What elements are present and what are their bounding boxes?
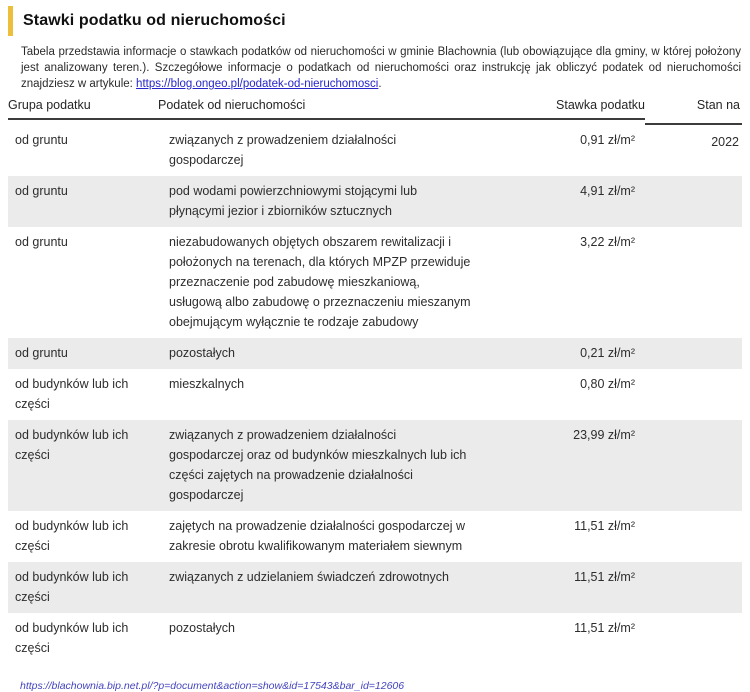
tax-subject-cell: pozostałych bbox=[169, 346, 236, 360]
table-header-row bbox=[8, 98, 742, 125]
tax-year-cell bbox=[635, 232, 742, 252]
tax-subject-cell: związanych z udzielaniem świadczeń zdrowotnych bbox=[169, 570, 449, 584]
header-year: Stan na bbox=[645, 98, 742, 125]
tax-year-cell bbox=[635, 516, 742, 536]
tax-rate-cell: 11,51 zł/m² bbox=[574, 621, 635, 635]
tax-year-cell bbox=[635, 374, 742, 394]
tax-group-cell: od budynków lub ich części bbox=[15, 428, 129, 462]
tax-subject-cell: pozostałych bbox=[169, 621, 236, 635]
tax-rate-cell: 0,91 zł/m² bbox=[580, 133, 635, 147]
tax-rate-cell: 3,22 zł/m² bbox=[580, 235, 635, 249]
intro-text-before: Tabela przedstawia informacje o stawkach podatków od nieruchomości w gminie Blachownia (lub obowiązujące dla gminy, w której położony jest analizowany teren.). Szczegółowe informacje o podatkach od nieruchomości oraz instrukcję jak obliczyć podatek od nieruchomości znajdziesz w artykule: bbox=[21, 46, 741, 90]
tax-subject-cell: związanych z prowadzeniem działalności gospodarczej bbox=[169, 133, 397, 167]
header-tax-group: Grupa podatku bbox=[8, 98, 91, 112]
tax-rate-cell: 0,80 zł/m² bbox=[580, 377, 635, 391]
tax-rate-cell: 11,51 zł/m² bbox=[574, 519, 635, 533]
table-row bbox=[8, 511, 742, 562]
intro-text-after: . bbox=[378, 78, 382, 90]
tax-group-cell: od budynków lub ich części bbox=[15, 621, 129, 655]
source-footer bbox=[20, 680, 742, 692]
table-row bbox=[8, 176, 742, 227]
tax-rate-cell: 23,99 zł/m² bbox=[573, 428, 635, 442]
tax-group-cell: od gruntu bbox=[15, 184, 68, 198]
tax-year-cell bbox=[635, 618, 742, 638]
source-link[interactable]: https://blachownia.bip.net.pl/?p=document&action=show&id=17543&bar_id=12606 bbox=[20, 680, 405, 692]
tax-subject-cell: mieszkalnych bbox=[169, 377, 245, 391]
tax-group-cell: od gruntu bbox=[15, 235, 68, 249]
intro-paragraph bbox=[21, 44, 741, 92]
tax-rate-cell: 11,51 zł/m² bbox=[574, 570, 635, 584]
section-header bbox=[8, 5, 742, 37]
table-row bbox=[8, 613, 742, 664]
table-row bbox=[8, 227, 742, 338]
table-row bbox=[8, 420, 742, 511]
tax-year-cell: 2022 bbox=[711, 135, 739, 149]
table-row bbox=[8, 338, 742, 369]
table-row bbox=[8, 369, 742, 420]
tax-year-cell bbox=[635, 343, 742, 363]
table-body bbox=[8, 125, 742, 664]
table-row bbox=[8, 562, 742, 613]
table-header-left bbox=[8, 98, 645, 120]
tax-subject-cell: związanych z prowadzeniem działalności gospodarczej oraz od budynków mieszkalnych lub ich części zajętych na prowadzenie działalności gospodarczej bbox=[169, 428, 467, 502]
table-row bbox=[8, 125, 742, 176]
tax-year-cell bbox=[635, 567, 742, 587]
tax-subject-cell: niezabudowanych objętych obszarem rewitalizacji i położonych na terenach, dla których MPZP przewiduje przeznaczenie pod zabudowę mieszkaniową, usługową albo zabudowę o przeznaczeniu mieszanym obejmującym wyłącznie te rodzaje zabudowy bbox=[169, 235, 471, 329]
tax-group-cell: od budynków lub ich części bbox=[15, 377, 129, 411]
tax-group-cell: od gruntu bbox=[15, 133, 68, 147]
tax-group-cell: od gruntu bbox=[15, 346, 68, 360]
article-link[interactable]: https://blog.ongeo.pl/podatek-od-nieruchomosci bbox=[136, 78, 379, 90]
page-title: Stawki podatku od nieruchomości bbox=[23, 12, 286, 29]
tax-rate-cell: 0,21 zł/m² bbox=[580, 346, 635, 360]
tax-subject-cell: pod wodami powierzchniowymi stojącymi lub płynącymi jezior i zbiorników sztucznych bbox=[169, 184, 418, 218]
header-tax-rate: Stawka podatku bbox=[556, 98, 645, 112]
tax-subject-cell: zajętych na prowadzenie działalności gospodarczej w zakresie obrotu kwalifikowanym materiałem siewnym bbox=[169, 519, 466, 553]
tax-group-cell: od budynków lub ich części bbox=[15, 519, 129, 553]
tax-year-cell bbox=[635, 425, 742, 445]
header-tax-subject: Podatek od nieruchomości bbox=[158, 98, 306, 112]
accent-bar bbox=[8, 6, 13, 36]
tax-rates-table bbox=[8, 98, 742, 664]
tax-group-cell: od budynków lub ich części bbox=[15, 570, 129, 604]
tax-rate-cell: 4,91 zł/m² bbox=[580, 184, 635, 198]
tax-year-cell bbox=[635, 181, 742, 201]
